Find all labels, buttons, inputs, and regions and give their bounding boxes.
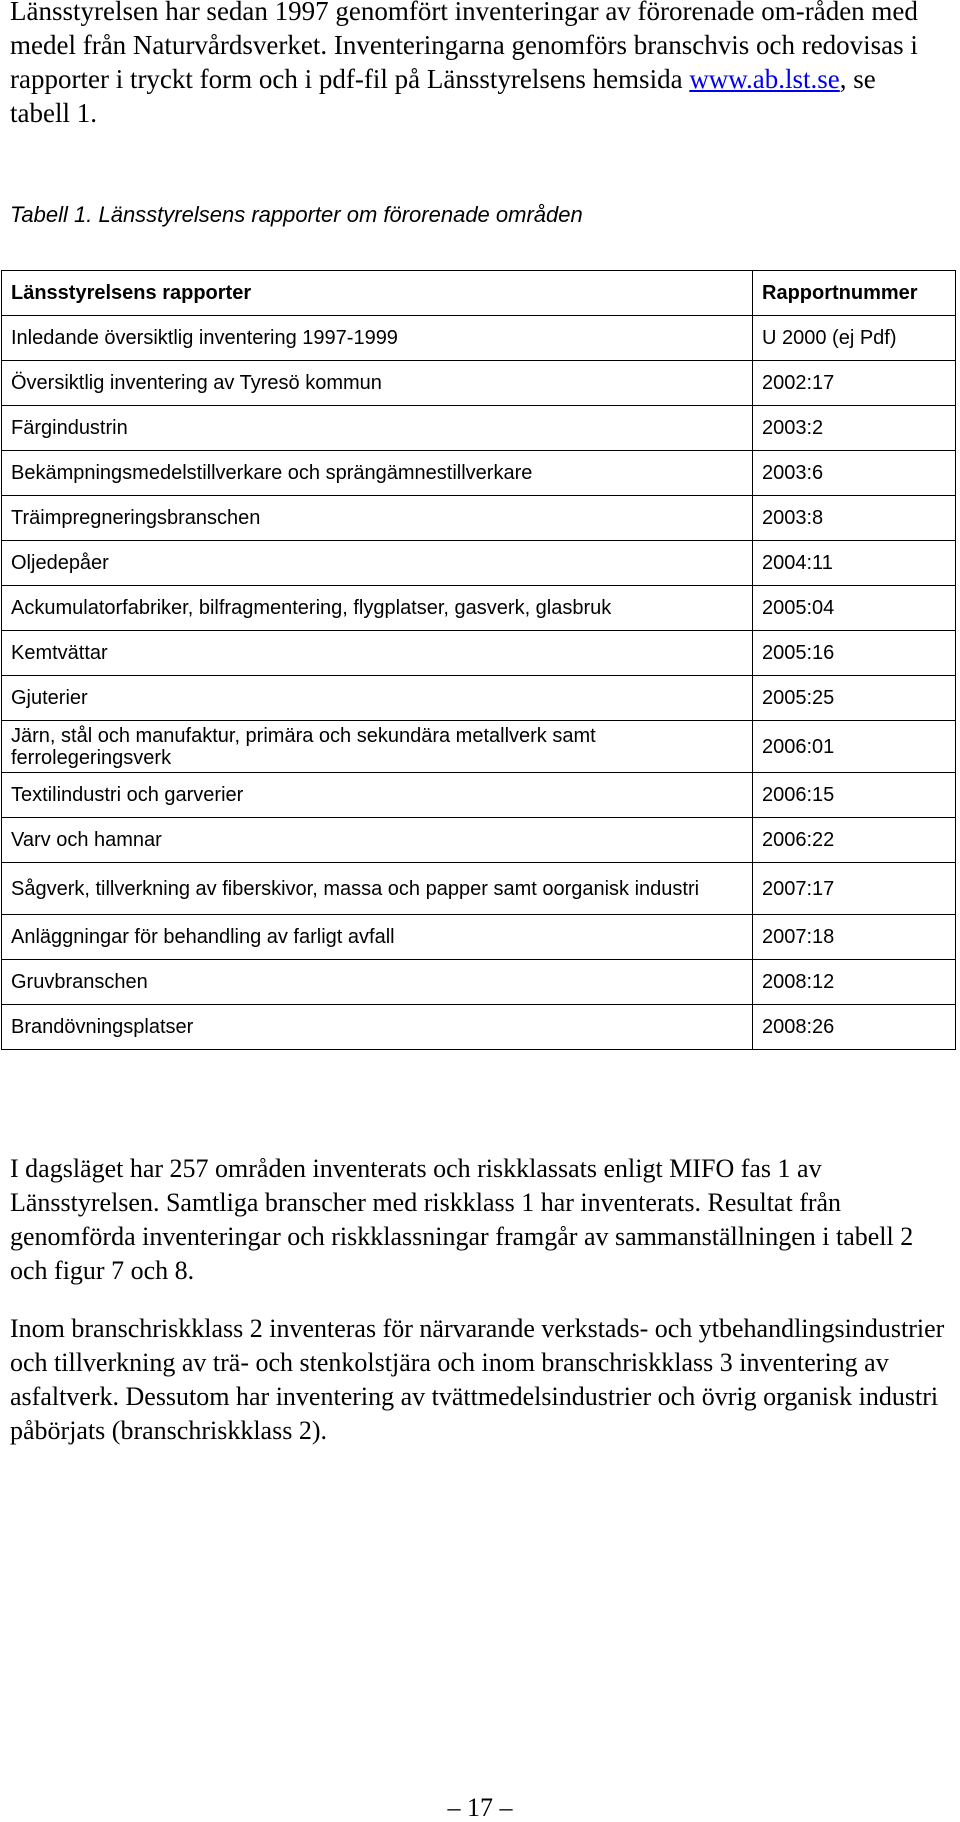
report-name: Färgindustrin [2, 406, 753, 451]
report-number: 2004:11 [753, 541, 956, 586]
report-name: Gjuterier [2, 676, 753, 721]
report-number: 2005:16 [753, 631, 956, 676]
report-name: Gruvbranschen [2, 960, 753, 1005]
report-name: Varv och hamnar [2, 818, 753, 863]
report-number: 2002:17 [753, 361, 956, 406]
table-row [2, 818, 956, 863]
report-name: Inledande översiktlig inventering 1997-1999 [2, 316, 753, 361]
report-name: Kemtvättar [2, 631, 753, 676]
intro-text-end: , se tabell 1. [10, 64, 876, 128]
report-name: Översiktlig inventering av Tyresö kommun [2, 361, 753, 406]
report-name: Järn, stål och manufaktur, primära och sekundära metallverk samt ferrolegeringsverk [2, 721, 753, 773]
reports-table [1, 270, 956, 1050]
report-name: Oljedepåer [2, 541, 753, 586]
table-header-row [2, 271, 956, 316]
table-row [2, 541, 956, 586]
table-row [2, 1005, 956, 1050]
table-row [2, 721, 956, 773]
report-name: Brandövningsplatser [2, 1005, 753, 1050]
report-name: Sågverk, tillverkning av fiberskivor, massa och papper samt oorganisk industri [2, 863, 753, 915]
table-caption: Tabell 1. Länsstyrelsens rapporter om förorenade områden [10, 202, 583, 227]
table-row [2, 631, 956, 676]
ongoing-inventory-paragraph: Inom branschriskklass 2 inventeras för närvarande verkstads- och ytbehandlingsindustrier och tillverkning av trä- och stenkolstjära och inom branschriskklass 3 inventering av asfaltverk. Dessutom har inventering av tvättmedelsindustrier och övrig organisk industri påbörjats (branschriskklass 2). [10, 1314, 945, 1445]
report-number: 2007:17 [753, 863, 956, 915]
table-row [2, 676, 956, 721]
report-number: 2006:01 [753, 721, 956, 773]
website-link[interactable]: www.ab.lst.se [689, 64, 840, 94]
page-number: – 17 – [447, 1793, 513, 1822]
status-paragraph: I dagsläget har 257 områden inventerats och riskklassats enligt MIFO fas 1 av Länsstyrelsen. Samtliga branscher med riskklass 1 har inventerats. Resultat från genomförda inventeringar och riskklassningar framgår av sammanställningen i tabell 2 och figur 7 och 8. [10, 1154, 914, 1285]
table-row [2, 316, 956, 361]
report-number: U 2000 (ej Pdf) [753, 316, 956, 361]
table-row [2, 586, 956, 631]
report-number: 2006:22 [753, 818, 956, 863]
report-number: 2003:6 [753, 451, 956, 496]
report-number: 2003:2 [753, 406, 956, 451]
header-report-number: Rapportnummer [753, 271, 956, 316]
report-number: 2006:15 [753, 773, 956, 818]
table-row [2, 960, 956, 1005]
table-row [2, 406, 956, 451]
report-name: Ackumulatorfabriker, bilfragmentering, flygplatser, gasverk, glasbruk [2, 586, 753, 631]
report-number: 2005:04 [753, 586, 956, 631]
report-number: 2003:8 [753, 496, 956, 541]
intro-paragraph [10, 0, 920, 130]
report-name: Anläggningar för behandling av farligt avfall [2, 915, 753, 960]
report-name: Bekämpningsmedelstillverkare och sprängämnestillverkare [2, 451, 753, 496]
report-number: 2008:26 [753, 1005, 956, 1050]
header-reports: Länsstyrelsens rapporter [2, 271, 753, 316]
report-number: 2005:25 [753, 676, 956, 721]
report-name: Träimpregneringsbranschen [2, 496, 753, 541]
table-row [2, 915, 956, 960]
table-row [2, 361, 956, 406]
table-row [2, 451, 956, 496]
intro-text-start: Länsstyrelsen har sedan 1997 genomfört inventeringar av förorenade om-råden med medel från Naturvårdsverket. Inventeringarna genomförs branschvis och redovisas i rapporter i tryckt form och i pdf-fil på Länsstyrelsens hemsida [10, 0, 918, 94]
table-row [2, 496, 956, 541]
table-row [2, 773, 956, 818]
report-name: Textilindustri och garverier [2, 773, 753, 818]
report-number: 2008:12 [753, 960, 956, 1005]
table-row [2, 863, 956, 915]
report-number: 2007:18 [753, 915, 956, 960]
